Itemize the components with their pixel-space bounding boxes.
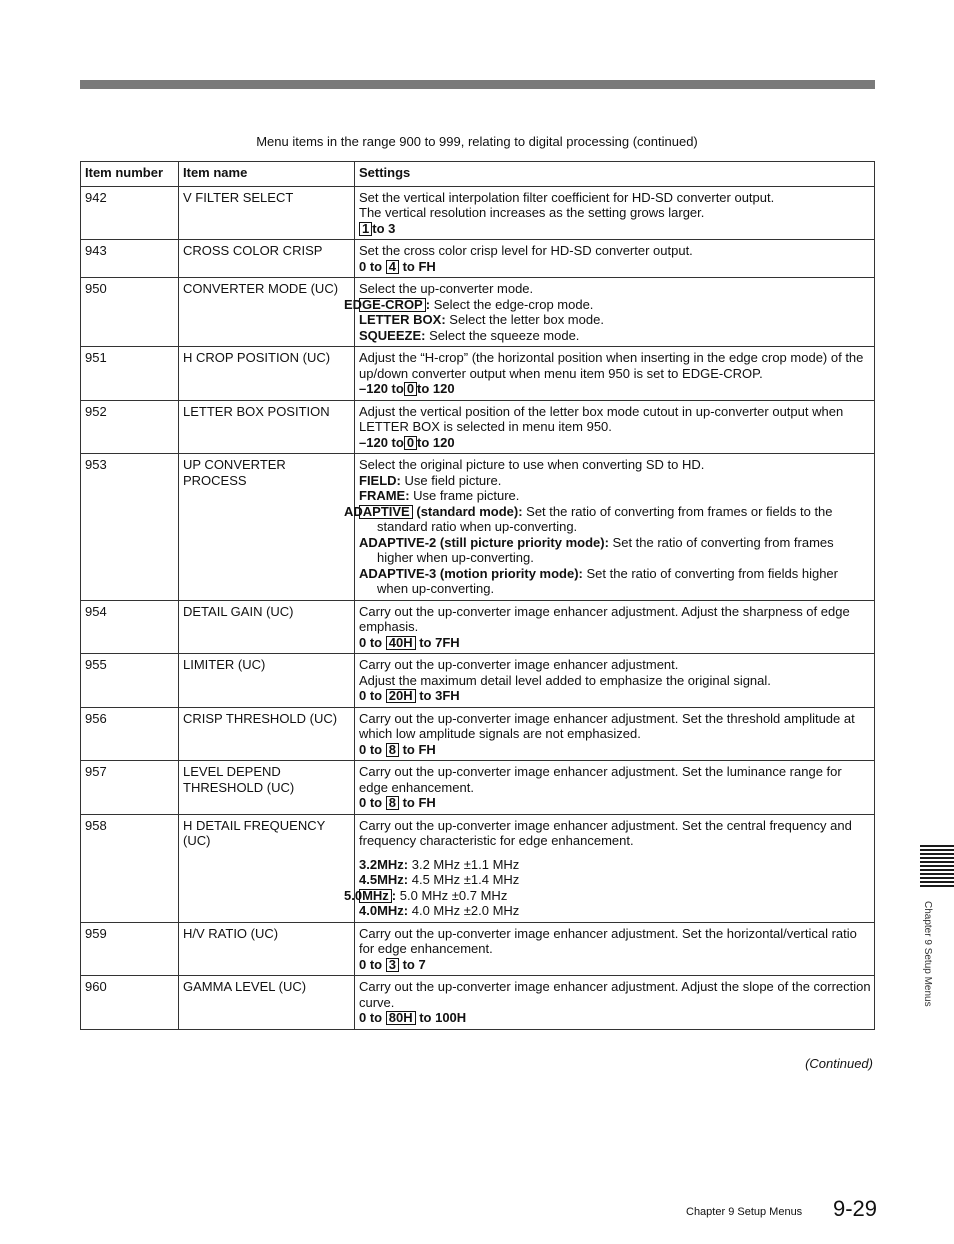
option-line [359,872,871,888]
item-name-cell: LEVEL DEPEND THRESHOLD (UC) [179,761,355,815]
table-header-row [81,162,875,187]
range-text: 0 to [359,634,386,650]
option-description: Use frame picture. [413,488,520,503]
table-row [81,707,875,761]
option-line [359,535,871,566]
settings-text: Carry out the up-converter image enhancer adjustment. Adjust the slope of the correction curve. [359,979,871,1010]
settings-cell [355,922,875,976]
option-description: Set the ratio of converting from frames or fields to the standard ratio when up-converting. [377,503,833,534]
settings-cell [344,454,875,601]
table-row [81,347,875,401]
table-row [81,454,875,601]
option-line [359,473,871,489]
settings-cell [355,707,875,761]
option-name: ADAPTIVE-2 (still picture priority mode): [359,534,609,550]
item-name-cell: H/V RATIO (UC) [179,922,355,976]
range-text: –120 to [359,381,404,396]
range-text: 0 to [359,795,386,810]
header-item-name: Item name [179,162,355,187]
table-row [81,186,875,240]
menu-items-table [80,161,875,1030]
option-name: 4.0MHz: [359,903,409,918]
default-value-box: 0 [404,382,417,396]
settings-text: Carry out the up-converter image enhancer adjustment. [359,657,679,672]
setting-range [359,957,871,973]
spacer [359,849,871,857]
header-settings: Settings [355,162,875,187]
option-description: Select the letter box mode. [449,312,604,327]
range-text: 0 to [359,688,386,703]
item-number-cell: 958 [81,814,179,922]
table-row [81,761,875,815]
settings-cell [355,976,875,1030]
side-chapter-text: Chapter 9 Setup Menus [922,901,933,1007]
range-text: to 120 [417,381,455,396]
item-number-cell: 943 [81,240,179,278]
setting-range [359,259,871,275]
settings-cell [344,278,875,347]
range-text: to FH [398,795,436,810]
setting-range [359,795,871,811]
range-text: 0 to [359,1010,386,1025]
item-name-cell: V FILTER SELECT [179,186,355,240]
option-description: Set the ratio of converting from fields higher when up-converting. [377,565,838,596]
option-name: ADAPTIVE-3 (motion priority mode): [359,565,583,581]
settings-text: Set the cross color crisp level for HD-SD converter output. [359,243,693,258]
footer-chapter: Chapter 9 Setup Menus [686,1206,803,1218]
settings-cell [344,814,875,922]
option-name: FRAME: [359,488,410,503]
settings-text: Select the original picture to use when converting SD to HD. [359,457,705,472]
settings-cell [355,761,875,815]
default-value-box: 40H [386,636,416,650]
settings-cell [355,347,875,401]
table-row [81,976,875,1030]
top-rule [80,80,875,89]
chapter-thumb-index [920,845,954,889]
item-name-cell: CRISP THRESHOLD (UC) [179,707,355,761]
option-colon: : [425,296,431,312]
continued-note: (Continued) [805,1056,873,1071]
settings-text: Set the vertical interpolation filter coefficient for HD-SD converter output. [359,189,775,205]
option-description: 5.0 MHz ±0.7 MHz [399,887,508,903]
settings-text: Carry out the up-converter image enhancer adjustment. Adjust the sharpness of edge emphasis. [359,603,850,634]
setting-range [359,381,871,397]
item-name-cell: H CROP POSITION (UC) [179,347,355,401]
setting-range [359,435,871,451]
option-line [344,296,871,313]
default-value-box: 1 [359,222,372,236]
option-name: 3.2MHz: [359,856,409,872]
header-item-number: Item number [81,162,179,187]
table-row [81,278,875,347]
table-row [81,922,875,976]
option-line [359,566,871,597]
default-option-box: ADAPTIVE [359,505,413,519]
option-name: SQUEEZE: [359,327,426,343]
option-description: Select the edge-crop mode. [433,296,594,312]
setting-range [359,635,871,651]
settings-text: Carry out the up-converter image enhancer adjustment. Set the horizontal/vertical ratio for edge enhancement. [359,925,857,956]
range-text: to 3 [372,220,396,236]
side-chapter-label [920,901,934,1029]
settings-cell [355,186,875,240]
default-option-box: EDGE-CROP [359,298,426,312]
item-name-cell: LETTER BOX POSITION [179,400,355,454]
item-number-cell: 956 [81,707,179,761]
option-description: Use field picture. [404,472,502,488]
settings-cell [355,600,875,654]
range-text: to FH [398,258,436,274]
option-line [359,903,871,919]
item-number-cell: 951 [81,347,179,401]
settings-text: Adjust the vertical position of the letter box mode cutout in up-converter output when LETTER BOX is selected in menu item 950. [359,403,844,434]
table-row [81,600,875,654]
settings-text: Carry out the up-converter image enhancer adjustment. Set the central frequency and frequency characteristic for edge enhancement. [359,817,852,848]
option-description: 4.0 MHz ±2.0 MHz [411,903,520,918]
item-number-cell: 960 [81,976,179,1030]
option-line [359,857,871,873]
default-value-box: 0 [404,436,417,450]
setting-range [359,742,871,758]
default-option-box: 5.0MHz [359,889,392,903]
item-name-cell: LIMITER (UC) [179,654,355,708]
table-row [81,400,875,454]
settings-text: Carry out the up-converter image enhancer adjustment. Set the threshold amplitude at which low amplitude signals are not emphasized. [359,710,855,741]
item-name-cell: GAMMA LEVEL (UC) [179,976,355,1030]
settings-text: The vertical resolution increases as the setting grows larger. [359,205,705,220]
option-line [359,328,871,344]
table-row [81,654,875,708]
range-text: –120 to [359,434,404,450]
settings-text: Carry out the up-converter image enhancer adjustment. Set the luminance range for edge enhancement. [359,764,842,795]
default-value-box: 4 [386,260,399,274]
option-line [359,488,871,504]
setting-range [359,221,871,237]
default-value-box: 8 [386,796,399,810]
option-line [359,312,871,328]
default-value-box: 3 [386,958,399,972]
option-description: Select the squeeze mode. [429,327,580,343]
default-value-box: 20H [386,689,416,703]
item-number-cell: 955 [81,654,179,708]
range-text: to 7FH [415,634,460,650]
option-description: 3.2 MHz ±1.1 MHz [411,856,520,872]
item-name-cell: CONVERTER MODE (UC) [179,278,355,347]
default-value-box: 8 [386,743,399,757]
setting-range [359,688,871,704]
option-description: Set the ratio of converting from frames higher when up-converting. [377,534,834,565]
option-name: 4.5MHz: [359,872,409,887]
item-number-cell: 953 [81,454,179,601]
table-row [81,814,875,922]
default-value-box: 80H [386,1011,416,1025]
item-number-cell: 952 [81,400,179,454]
setting-range [359,1010,871,1026]
range-text: to 120 [417,434,455,450]
settings-cell [355,400,875,454]
option-name: FIELD: [359,472,401,488]
range-text: 0 to [359,741,386,757]
item-name-cell: UP CONVERTER PROCESS [179,454,355,601]
item-number-cell: 942 [81,186,179,240]
item-number-cell: 959 [81,922,179,976]
range-text: to 7 [398,956,426,972]
option-name: LETTER BOX: [359,312,446,327]
option-description: 4.5 MHz ±1.4 MHz [411,872,520,887]
settings-text: Adjust the maximum detail level added to emphasize the original signal. [359,672,771,688]
range-text: to 100H [415,1010,467,1025]
settings-cell [355,240,875,278]
settings-cell [355,654,875,708]
item-name-cell: H DETAIL FREQUENCY (UC) [179,814,355,922]
table-row [81,240,875,278]
settings-text: Adjust the “H-crop” (the horizontal position when inserting in the edge crop mode) of the up/down converter output when menu item 950 is set to EDGE-CROP. [359,350,864,381]
item-number-cell: 957 [81,761,179,815]
option-colon: : [391,887,397,903]
option-line [344,503,871,535]
range-text: to 3FH [415,688,460,703]
table-caption: Menu items in the range 900 to 999, relating to digital processing (continued) [256,134,698,149]
range-text: 0 to [359,258,386,274]
option-line [344,887,871,904]
range-text: 0 to [359,956,386,972]
page-number: 9-29 [833,1196,878,1221]
option-mode: (standard mode): [416,503,523,519]
item-name-cell: DETAIL GAIN (UC) [179,600,355,654]
range-text: to FH [398,741,436,757]
settings-text: Select the up-converter mode. [359,281,534,296]
item-number-cell: 954 [81,600,179,654]
item-number-cell: 950 [81,278,179,347]
item-name-cell: CROSS COLOR CRISP [179,240,355,278]
